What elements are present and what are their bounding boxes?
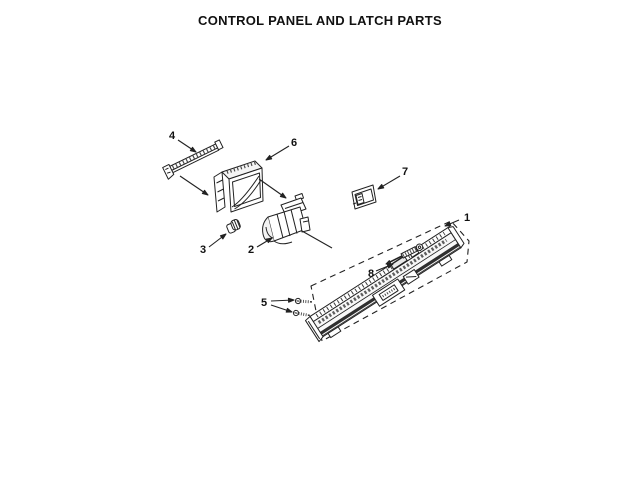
part-5-screws (293, 298, 312, 318)
leader-1-arrowhead (445, 222, 451, 226)
leader-latch-to-panel (302, 231, 332, 248)
leader-5b (271, 305, 292, 312)
callout-8: 8 (367, 268, 375, 280)
leader-2 (257, 238, 272, 247)
leader-rail-to-board-arrowhead (202, 190, 208, 195)
board-left-bracket (214, 172, 225, 212)
leader-lines (178, 140, 459, 312)
leader-3 (209, 234, 226, 247)
part-1-control-panel-assembly (305, 225, 468, 344)
leader-6 (266, 146, 289, 160)
leader-7-arrowhead (378, 184, 384, 189)
leader-6-arrowhead (266, 155, 272, 160)
leader-board-to-latch-arrowhead (280, 193, 286, 198)
callout-1: 1 (463, 212, 471, 224)
leader-4 (178, 140, 196, 152)
part-3-clip (225, 219, 241, 234)
part-6-control-board (214, 161, 263, 212)
leader-rail-to-board (180, 176, 208, 195)
leader-5a (271, 298, 294, 302)
callout-3: 3 (199, 244, 207, 256)
leader-5a-arrowhead (288, 298, 294, 302)
part-2-latch-assembly (263, 194, 310, 244)
callout-5: 5 (260, 297, 268, 309)
screw-lower (293, 310, 310, 318)
part-4-mounting-rail (163, 140, 225, 179)
latch-connector (300, 217, 310, 232)
callout-4: 4 (168, 130, 176, 142)
callout-2: 2 (247, 244, 255, 256)
leader-7 (378, 176, 400, 189)
page-title: CONTROL PANEL AND LATCH PARTS (198, 13, 442, 28)
console-front-face (312, 233, 461, 338)
callout-7: 7 (401, 166, 409, 178)
callout-6: 6 (290, 137, 298, 149)
part-7-cover-plate (352, 185, 376, 209)
screw-upper (295, 298, 312, 304)
leader-4-arrowhead (190, 147, 196, 152)
leader-5b-arrowhead (286, 308, 292, 312)
